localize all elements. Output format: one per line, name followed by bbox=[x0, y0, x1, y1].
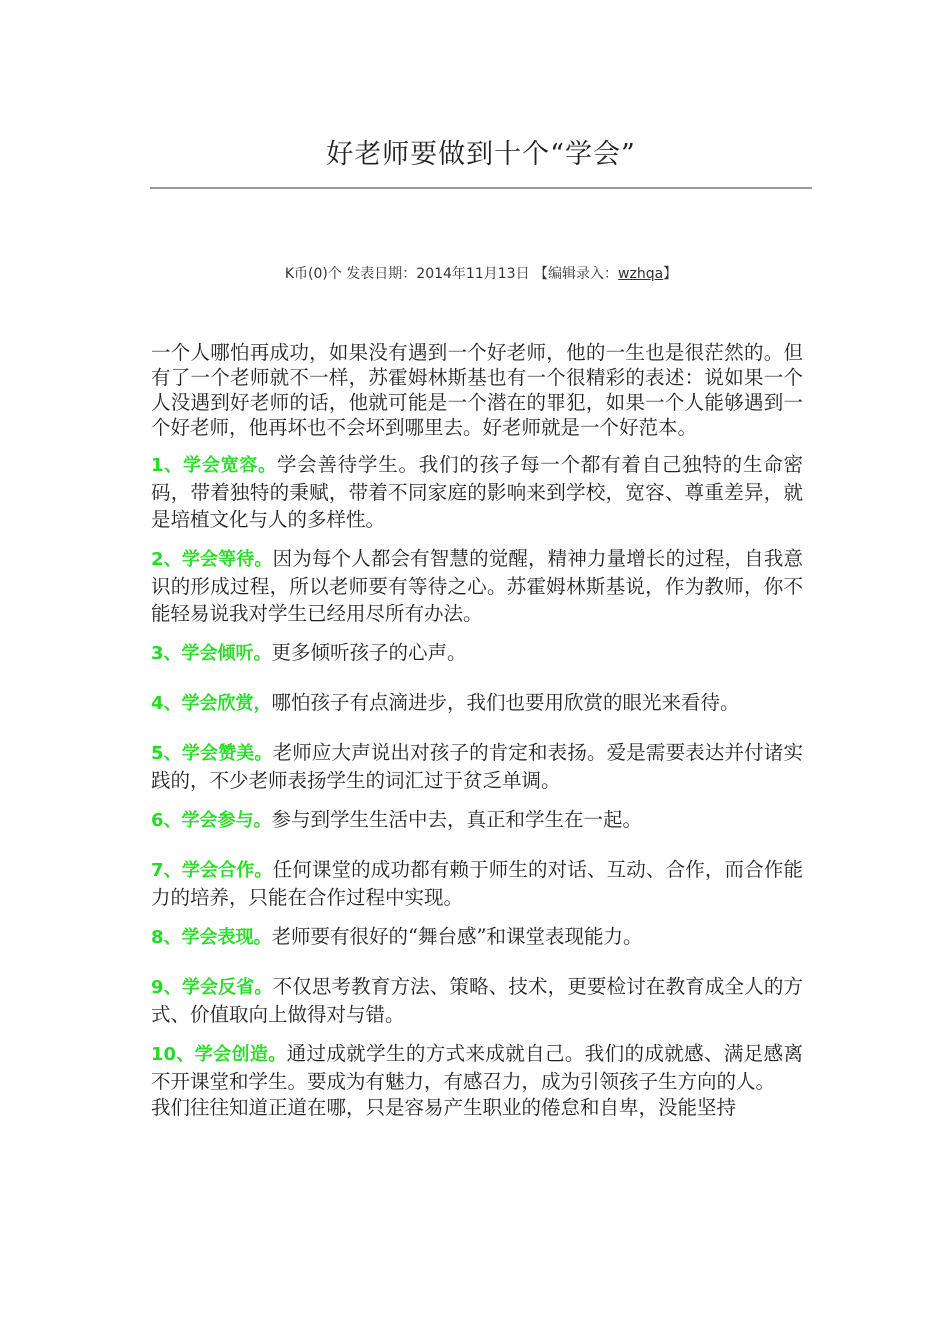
item-text: 学会善待学生。我们的孩子每一个都有着自己独特的生命密码，带着独特的秉赋，带着不同家庭的影响来到学校，宽容、尊重差异，就是培植文化与人的多样性。 bbox=[151, 453, 803, 531]
article-title: 好老师要做到十个“学会” bbox=[326, 139, 636, 170]
item-text: 参与到学生生活中去，真正和学生在一起。 bbox=[271, 808, 643, 831]
item-title: 3、学会倾听。 bbox=[151, 643, 272, 664]
article-meta bbox=[150, 263, 812, 283]
item-title: 4、学会欣赏， bbox=[151, 693, 272, 714]
list-item-9 bbox=[151, 973, 803, 1028]
author-link[interactable]: wzhqa bbox=[618, 266, 664, 282]
list-item-8 bbox=[151, 923, 803, 951]
list-item-5 bbox=[151, 739, 803, 794]
list-item-1 bbox=[151, 451, 803, 533]
item-text: 不仅思考教育方法、策略、技术，更要检讨在教育成全人的方式、价值取向上做得对与错。 bbox=[151, 975, 803, 1026]
item-text: 哪怕孩子有点滴进步，我们也要用欣赏的眼光来看待。 bbox=[271, 691, 740, 714]
item-title: 2、学会等待。 bbox=[151, 549, 273, 570]
meta-suffix: 】 bbox=[663, 266, 678, 282]
meta-prefix: K币(0)个 发表日期：2014年11月13日 【编辑录入： bbox=[284, 266, 619, 282]
list-item-7 bbox=[151, 856, 803, 911]
list-item-10 bbox=[151, 1040, 803, 1095]
item-title: 8、学会表现。 bbox=[151, 927, 272, 948]
closing-paragraph: 我们往往知道正道在哪，只是容易产生职业的倦怠和自卑，没能坚持 bbox=[151, 1096, 737, 1119]
item-text: 通过成就学生的方式来成就自己。我们的成就感、满足感离不开课堂和学生。要成为有魅力，有感召力，成为引领孩子生方向的人。 bbox=[151, 1042, 803, 1093]
item-text: 老师应大声说出对孩子的肯定和表扬。爱是需要表达并付诸实践的，不少老师表扬学生的词汇过于贫乏单调。 bbox=[151, 741, 803, 792]
list-item-2 bbox=[151, 545, 803, 627]
item-title: 1、学会宽容。 bbox=[151, 455, 277, 476]
item-text: 老师要有很好的“舞台感”和课堂表现能力。 bbox=[271, 925, 643, 948]
title-divider bbox=[150, 187, 812, 189]
list-item-3 bbox=[151, 639, 803, 667]
list-item-6 bbox=[151, 806, 803, 834]
intro-paragraph: 一个人哪怕再成功，如果没有遇到一个好老师，他的一生也是很茫然的。但有了一个老师就不一样，苏霍姆林斯基也有一个很精彩的表述：说如果一个人没遇到好老师的话，他就可能是一个潜在的罪犯，如果一个人能够遇到一个好老师，他再坏也不会坏到哪里去。好老师就是一个好范本。 bbox=[151, 341, 803, 439]
article-body bbox=[151, 340, 803, 1120]
item-title: 7、学会合作。 bbox=[151, 860, 273, 881]
item-text: 因为每个人都会有智慧的觉醒，精神力量增长的过程，自我意识的形成过程，所以老师要有等待之心。苏霍姆林斯基说，作为教师，你不能轻易说我对学生已经用尽所有办法。 bbox=[151, 547, 803, 625]
item-title: 6、学会参与。 bbox=[151, 810, 272, 831]
item-text: 更多倾听孩子的心声。 bbox=[271, 641, 467, 664]
list-item-4 bbox=[151, 689, 803, 717]
item-title: 5、学会赞美。 bbox=[151, 743, 273, 764]
item-title: 10、学会创造。 bbox=[151, 1044, 287, 1065]
item-text: 任何课堂的成功都有赖于师生的对话、互动、合作，而合作能力的培养，只能在合作过程中实现。 bbox=[151, 858, 803, 909]
item-title: 9、学会反省。 bbox=[151, 977, 273, 998]
